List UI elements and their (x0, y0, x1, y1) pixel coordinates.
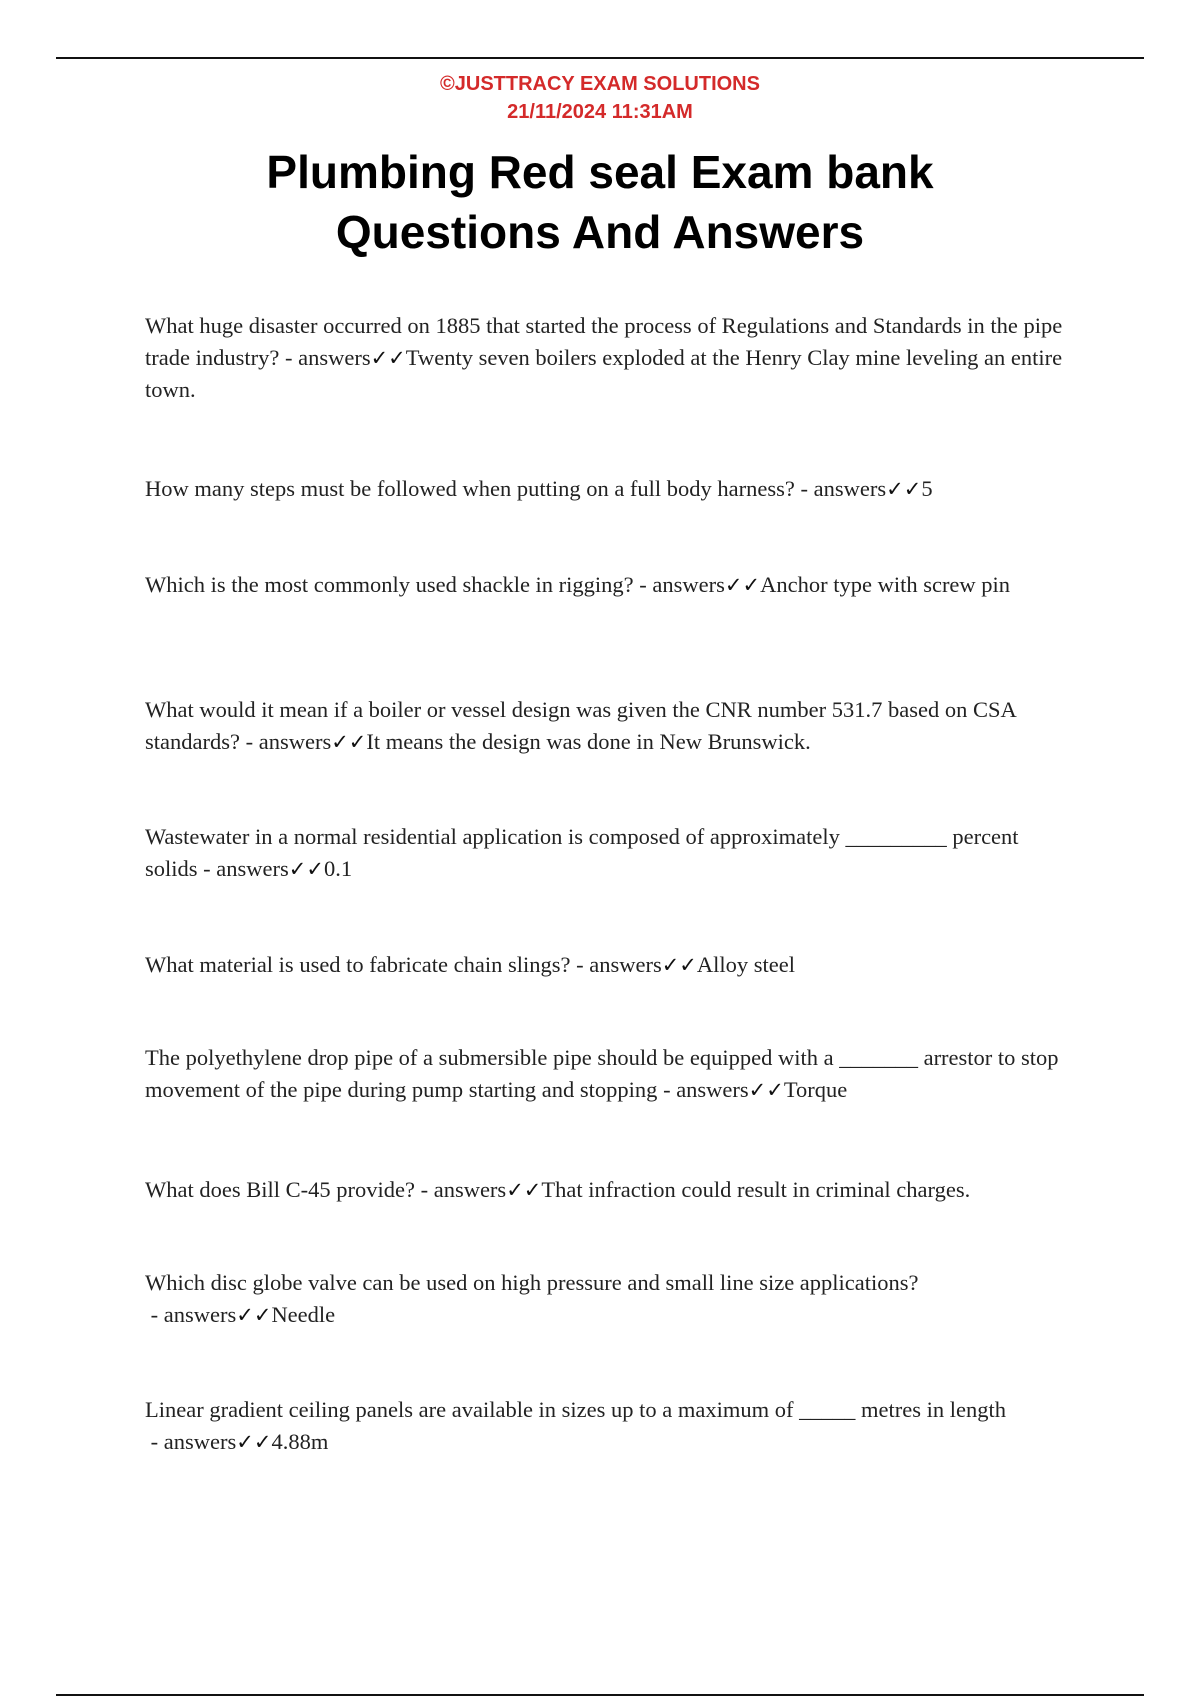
top-rule (56, 57, 1144, 59)
qa-item-5: Wastewater in a normal residential application is composed of approximately _________ percent solids - answers✓✓0.1 (145, 824, 1019, 881)
title-line-2: Questions And Answers (335, 206, 865, 258)
answer-text: 0.1 (323, 856, 353, 881)
qa-item-7: The polyethylene drop pipe of a submersible pipe should be equipped with a _______ arrestor to stop movement of the pipe during pump starting and stopping - answers✓✓Torque (145, 1045, 1059, 1102)
double-check-icon: ✓✓ (331, 730, 367, 754)
answer-text: Twenty seven boilers exploded at the Henry Clay mine leveling an entire town. (145, 345, 1063, 402)
answer-text: Needle (271, 1302, 336, 1327)
qa-item-2: How many steps must be followed when putting on a full body harness? - answers✓✓5 (145, 476, 933, 501)
answer-text: Anchor type with screw pin (760, 572, 1011, 597)
question-text: The polyethylene drop pipe of a submersible pipe should be equipped with a _______ arrestor to stop movement of the pipe during pump starting and stopping (145, 1045, 1059, 1102)
qa-item-10: Linear gradient ceiling panels are available in sizes up to a maximum of _____ metres in length - answers✓✓4.88m (145, 1397, 1006, 1454)
double-check-icon: ✓✓ (661, 953, 697, 977)
answer-label: answers (433, 1177, 507, 1202)
qa-item-8: What does Bill C-45 provide? - answers✓✓That infraction could result in criminal charges. (145, 1177, 971, 1202)
qa-item-4: What would it mean if a boiler or vessel design was given the CNR number 531.7 based on CSA standards? - answers✓✓It means the design was done in New Brunswick. (145, 697, 1016, 754)
double-check-icon: ✓✓ (370, 346, 406, 370)
watermark-brand: ©JUSTTRACY EXAM SOLUTIONS (440, 73, 760, 95)
answer-label: answers (589, 952, 662, 977)
answer-label: answers (163, 1429, 237, 1454)
qa-item-6: What material is used to fabricate chain slings? - answers✓✓Alloy steel (145, 952, 796, 977)
question-text: What does Bill C-45 provide? (145, 1177, 415, 1202)
question-text: What would it mean if a boiler or vessel design was given the CNR number 531.7 based on CSA standards? (145, 697, 1016, 754)
question-text: How many steps must be followed when putting on a full body harness? (145, 476, 795, 501)
question-text: What material is used to fabricate chain slings? (145, 952, 571, 977)
double-check-icon: ✓✓ (724, 573, 761, 597)
qa-item-9: Which disc globe valve can be used on high pressure and small line size applications? - answers✓✓Needle (145, 1270, 919, 1327)
double-check-icon: ✓✓ (236, 1430, 272, 1454)
qa-item-1: What huge disaster occurred on 1885 that started the process of Regulations and Standards in the pipe trade industry? - answers✓✓Twenty seven boilers exploded at the Henry Clay mine leveling an entire town. (145, 313, 1063, 402)
question-text: What huge disaster occurred on 1885 that started the process of Regulations and Standards in the pipe trade industry? (145, 313, 1063, 370)
answer-label: answers (216, 856, 289, 881)
answer-label: answers (652, 572, 725, 597)
answer-text: It means the design was done in New Brunswick. (366, 729, 811, 754)
answer-text: 4.88m (271, 1429, 329, 1454)
document-title (0, 142, 1200, 262)
answer-label: answers (163, 1302, 237, 1327)
copyright-watermark (0, 70, 1200, 126)
question-text: Which disc globe valve can be used on high pressure and small line size applications? (145, 1270, 919, 1295)
answer-label: answers (676, 1077, 749, 1102)
question-text: Which is the most commonly used shackle in rigging? (145, 572, 634, 597)
double-check-icon: ✓✓ (506, 1178, 542, 1202)
question-text: Linear gradient ceiling panels are available in sizes up to a maximum of _____ metres in length (145, 1397, 1006, 1422)
watermark-timestamp: 21/11/2024 11:31AM (507, 101, 693, 123)
double-check-icon: ✓✓ (748, 1078, 784, 1102)
qa-item-3: Which is the most commonly used shackle in rigging? - answers✓✓Anchor type with screw pin (145, 572, 1011, 597)
bottom-rule (56, 1694, 1144, 1696)
answer-text: Alloy steel (696, 952, 796, 977)
answer-label: answers (298, 345, 371, 370)
double-check-icon: ✓✓ (236, 1303, 272, 1327)
question-text: Wastewater in a normal residential application is composed of approximately _________ percent solids (145, 824, 1019, 881)
answer-text: 5 (921, 476, 933, 501)
answer-label: answers (813, 476, 887, 501)
double-check-icon: ✓✓ (288, 857, 324, 881)
answer-text: Torque (783, 1077, 848, 1102)
answer-text: That infraction could result in criminal charges. (541, 1177, 971, 1202)
answer-label: answers (258, 729, 332, 754)
double-check-icon: ✓✓ (886, 477, 922, 501)
title-line-1: Plumbing Red seal Exam bank (266, 146, 934, 198)
